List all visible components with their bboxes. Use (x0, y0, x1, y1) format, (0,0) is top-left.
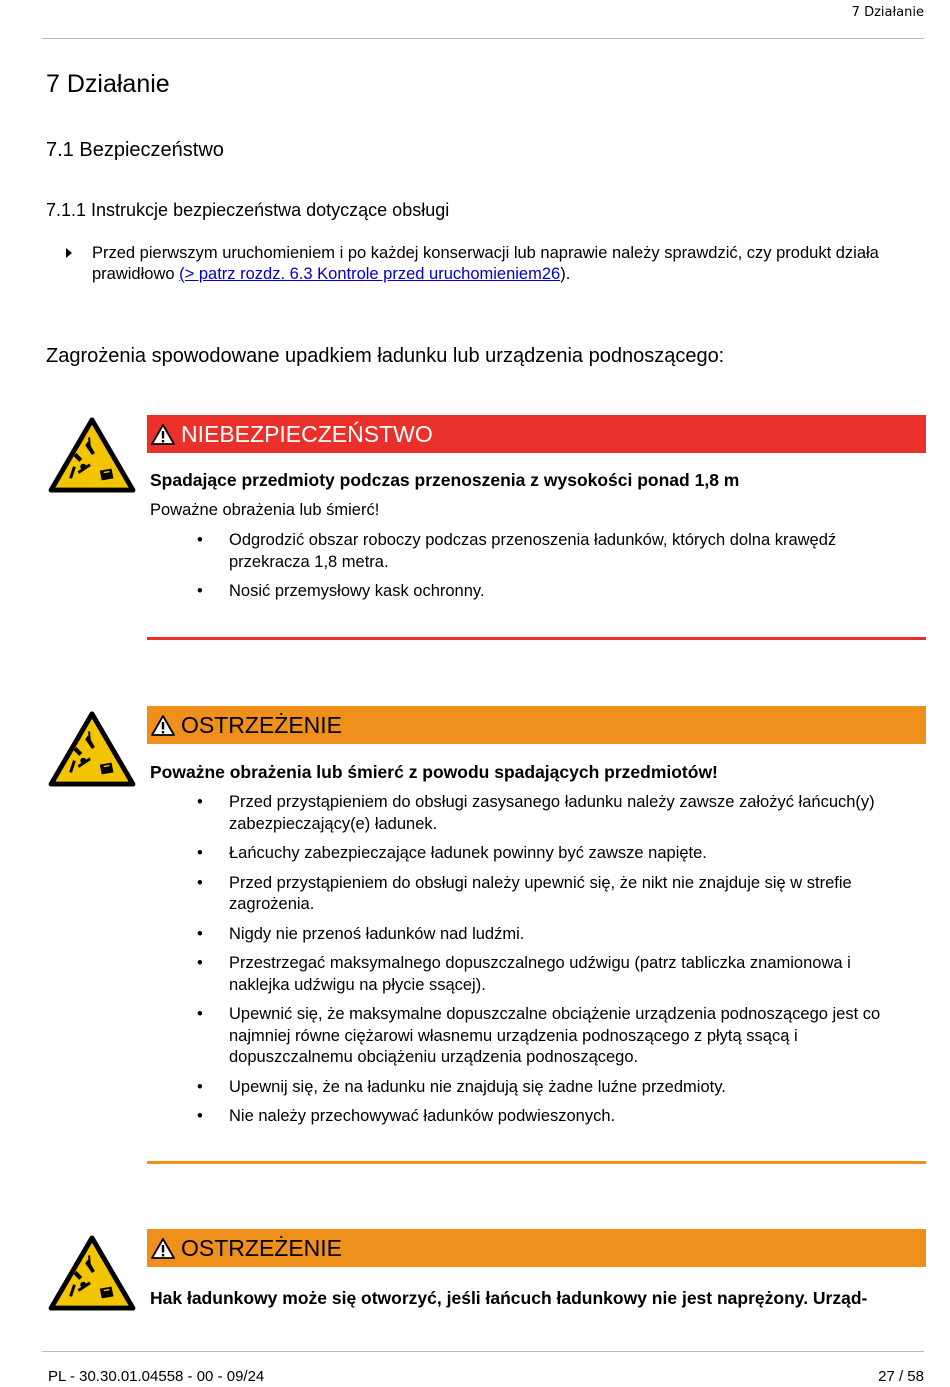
falling-objects-warning-icon (48, 710, 136, 788)
hazard-consequence: Poważne obrażenia lub śmierć! (150, 501, 380, 519)
list-item: • Przed przystąpieniem do obsługi należy upewnić się, że nikt nie znajduje się w strefie zagrożenia. (150, 873, 900, 916)
list-item: • Nosić przemysłowy kask ochronny. (150, 581, 900, 603)
list-item: • Upewnić się, że maksymalne dopuszczalne obciążenie urządzenia podnoszącego jest co najmniej równe ciężarowi własnemu urządzenia podnoszącego z płytą ssącą i dopuszczalnemu obciążeniu urządzenia podnoszącego. (150, 1004, 900, 1069)
step-arrow-icon (66, 248, 72, 258)
footer-divider (42, 1351, 924, 1352)
falling-objects-warning-icon (48, 416, 136, 494)
list-item: • Nigdy nie przenoś ładunków nad ludźmi. (150, 924, 900, 946)
measures-list (150, 792, 900, 1136)
section-title: 7.1 Bezpieczeństwo (46, 139, 224, 161)
chapter-title: 7 Działanie (46, 70, 170, 98)
falling-objects-warning-icon (48, 1234, 136, 1312)
measures-list (150, 530, 900, 611)
signal-word: OSTRZEŻENIE (181, 1235, 343, 1261)
instruction-step (46, 243, 906, 285)
hazard-title: Hak ładunkowy może się otworzyć, jeśli łańcuch ładunkowy nie jest naprężony. Urząd- (150, 1288, 868, 1308)
list-item: • Przed przystąpieniem do obsługi zasysanego ładunku należy zawsze założyć łańcuch(y) zabezpieczający(e) ładunek. (150, 792, 900, 835)
header-divider (42, 38, 924, 39)
hazards-heading: Zagrożenia spowodowane upadkiem ładunku lub urządzenia podnoszącego: (46, 345, 725, 367)
instruction-text-end: ). (560, 265, 571, 283)
list-item: • Przestrzegać maksymalnego dopuszczalnego udźwigu (patrz tabliczka znamionowa i naklejka udźwigu na płycie ssącej). (150, 953, 900, 996)
chapter-reference-link[interactable]: (> patrz rozdz. 6.3 Kontrole przed uruchomieniem26 (179, 265, 561, 283)
warning-triangle-icon (151, 424, 175, 445)
list-item: • Upewnij się, że na ładunku nie znajdują się żadne luźne przedmioty. (150, 1077, 900, 1099)
list-item: • Łańcuchy zabezpieczające ładunek powinny być zawsze napięte. (150, 843, 900, 865)
list-item: • Odgrodzić obszar roboczy podczas przenoszenia ładunków, których dolna krawędź przekracza 1,8 metra. (150, 530, 900, 573)
danger-banner (147, 415, 926, 453)
signal-word: NIEBEZPIECZEŃSTWO (181, 421, 433, 447)
list-item: • Nie należy przechowywać ładunków podwieszonych. (150, 1106, 900, 1128)
document-id: PL - 30.30.01.04558 - 00 - 09/24 (48, 1368, 265, 1385)
hazard-title: Spadające przedmioty podczas przenoszenia z wysokości ponad 1,8 m (150, 470, 740, 490)
warning-triangle-icon (151, 1238, 175, 1259)
warning-box-bottom-rule (147, 1161, 926, 1164)
running-header: 7 Działanie (851, 5, 924, 20)
danger-box-bottom-rule (147, 637, 926, 640)
page-number: 27 / 58 (878, 1368, 924, 1385)
instruction-text: Przed pierwszym uruchomieniem i po każdej konserwacji lub naprawie należy sprawdzić, czy produkt działa prawidłowo (92, 244, 879, 283)
signal-word: OSTRZEŻENIE (181, 712, 343, 738)
subsection-title: 7.1.1 Instrukcje bezpieczeństwa dotyczące obsługi (46, 200, 450, 220)
warning-banner (147, 706, 926, 744)
warning-triangle-icon (151, 715, 175, 736)
hazard-title: Poważne obrażenia lub śmierć z powodu spadających przedmiotów! (150, 762, 718, 782)
warning-banner (147, 1229, 926, 1267)
